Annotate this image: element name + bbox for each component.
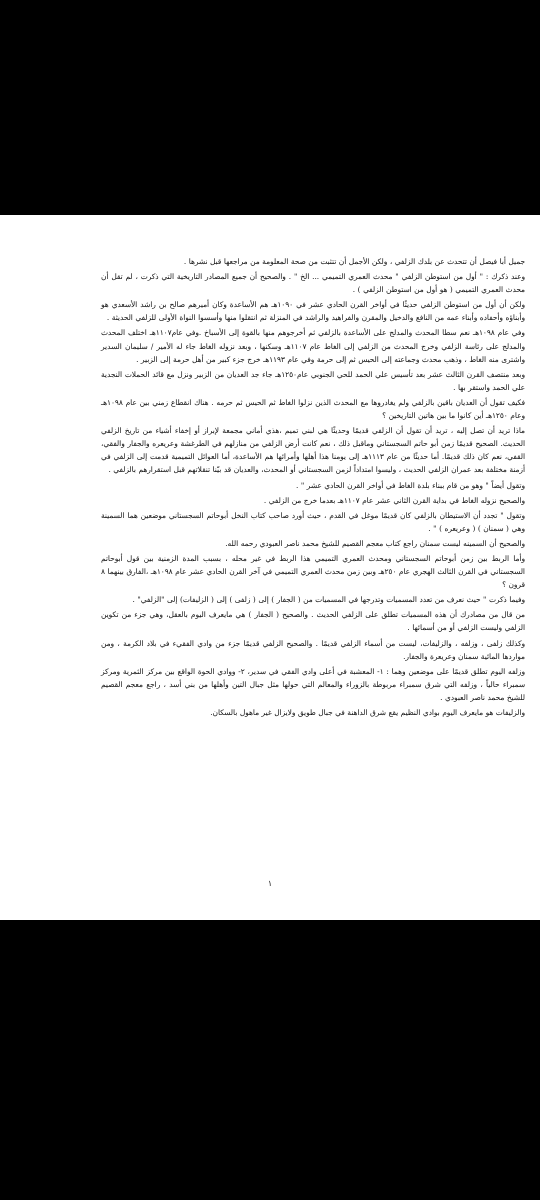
paragraph-13: وفيما ذكرت " حيث نعرف من تعدد المسميات وتدرجها في المسميات من ( الجفار ) إلى ( زلفى ) إلى ( الزليفات) إلى "الزلفي" . [132, 595, 525, 605]
paragraph-1: جميل أبا فيصل أن تتحدث عن بلدك الزلفي ، ولكن الأجمل أن تتثبت من صحة المعلومة من مراجعها قبل نشرها . [183, 257, 525, 266]
paragraph-7: ماذا تريد أن تصل إليه ، تريد أن تقول أن الزلفي قديمًا وحديثًا هي لبني تميم ،هذي أماني مجمعة لإبراز أو إخفاء أشياء من تاريخ الزلفي الحديث. الصحيح قديمًا زمن أبو حاتم السجستاني وماقبل ذلك ، نعم كانت أرض الزلفي من منازلهم في الطرغشة وعريعره والجفار والفقي، القفي، نعم كان ذلك قديمًا. أما حديثًا من عام ١١١٣هـ إلى يومنا هذا أهلها وأمرائها هم الأساعدة، أما العوائل التميمية قدمت إلى الزلفي في أزمنة مختلفة بعد عمران الزلفي الحديث ، وليسوا امتداداً لزمن السجستاني أو المحدث، والعديان قد بيّنا تنقلاتهم قبل استقرارهم بالزلفي . [101, 426, 525, 475]
paragraph-8: وتقول أيضاً " وهو من قام ببناء بلدة الغاط في أواخر القرن الحادي عشر " . [295, 480, 525, 490]
paragraph-5: وبعد منتصف القرن الثالث عشر بعد تأسيس علي الحمد للحي الجنوبي عام١٢٥٠هـ جاء جد العديان من الزبير ونزل مع قائد الحملات النجدية علي الحمد واستقر بها . [101, 369, 526, 392]
paragraph-9: والصحيح نزوله الغاط في بداية القرن الثاني عشر عام ١١٠٧هـ بعدما خرج من الزلفي . [263, 495, 525, 505]
paragraph-6: فكيف تقول أن العديان باقين بالزلفي ولم يغادروها مع المحدث الذين نزلوا الغاط ثم الحيس ثم حرمه . هناك انقطاع زمني بين عام ١٠٩٨هـ وعام ١٢٥٠هـ أين كانوا ما بين هاتين التاريخين ؟ [101, 397, 525, 421]
document-body [101, 255, 525, 721]
paragraph-15: وكذلك زلفى ، وزلفه ، والزليفات، ليست من أسماء الزلفي قديمًا . والصحيح الزلفي قديمًا جزء من وادي الفقيء في بلاد الكرمة ، ومن مواردها المائية سمنان وعريعرة والجفار. [101, 638, 525, 661]
paragraph-3: ولكن أن أول من استوطن الزلفي حديثًا في أواخر القرن الحادي عشر في ١٠٩٠هـ هم الأساعدة وكان أميرهم صالح بن راشد الأسعدي هو وأبناؤه وأحفاده وأبناء عمه من النافع والدخيل والمقرن والفراهيد والراشد في المنزلة ثم انتقلوا منها وأسسوا النواة الأولى للزلفي الحديثة . [101, 300, 525, 323]
paragraph-2: وعند ذكرك : " أول من استوطن الزلفي " محدث العمري التميمي ... الخ " . والصحيح أن جميع المصادر التاريخية التي ذكرت ، لم تقل أن محدث العمري التميمي ( هو أول من استوطن الزلفي ) . [101, 272, 525, 295]
document-page [0, 215, 540, 920]
paragraph-4: وفي عام ١٠٩٨هـ نعم سطا المحدث والمدلج على الأساعدة بالزلفي ثم أخرجوهم منها بالقوة إلى الأسباخ .وفي عام١١٠٧هـ اختلف المحدث والمدلج على رئاسة الزلفي وخرج المحدث من الزلفي إلى الغاط عام ١١٠٧هـ وسكنها ، وبعد نزوله الغاط جاء له الأمير / سليمان السدير واشترى منه الغاط ، وذهب محدث وجماعته إلى الحيس ثم إلى حرمة وفي عام ١١٩٣هـ خرج جزء كبير من أهل حرمة إلى الزبير . [101, 328, 525, 364]
paragraph-12: وأما الربط بين زمن أبوحاتم السجستاني ومحدث العمري التميمي هذا الربط في غير محله ، بسبب المدة الزمنية بين قول أبوحاتم السجستاني في القرن الثالث الهجري عام ٢٥٠هـ وبين زمن محدث العمري التميمي في آخر القرن الحادي عشر عام ١٠٩٨هـ ،الفارق بينهما ٨ قرون ؟ [101, 553, 525, 590]
paragraph-14: من قال من مصادرك أن هذه المسميات تطلق على الزلفي الحديث . والصحيح ( الجفار ) هي مايعرف اليوم بالعقل، وهي جزء من تكوين الزلفي وليست الزلفي أو من أسمائها . [101, 610, 525, 633]
paragraph-11: والصحيح أن السمينه ليست سمنان راجع كتاب معجم القصيم للشيخ محمد ناصر العبودي رحمه الله. [225, 538, 525, 548]
paragraph-16: وزلفه اليوم تطلق قديمًا على موضعين وهما : ١- المعشبة في أعلى وادي الفقي في سدير، ٢- ووادي الحوة الواقع بين مركز الثمرية ومركز سمبراء حالياً ، وزلفه التي شرق سمبراء مربوطة بالزوراء والمعالم التي حولها مثل جبال التين وأهلها من بني أسد ، راجع معجم القصيم للشيخ محمد ناصر العبودي . [101, 666, 525, 702]
paragraph-17: والزليفات هو مايعرف اليوم بوادي النظيم يقع شرق الداهنة في جبال طويق ولايزال غير ماهول بالسكان. [210, 708, 525, 717]
page-number: ١ [267, 879, 273, 888]
paragraph-10: وتقول " تجدد أن الاستيطان بالزلفي كان قديمًا موغل في القدم ، حيث أورد صاحب كتاب النخل أبوحاتم السجستاني موضعين هما السمينة وهي ( سمنان ) ( وعريعره ) " . [101, 510, 525, 533]
